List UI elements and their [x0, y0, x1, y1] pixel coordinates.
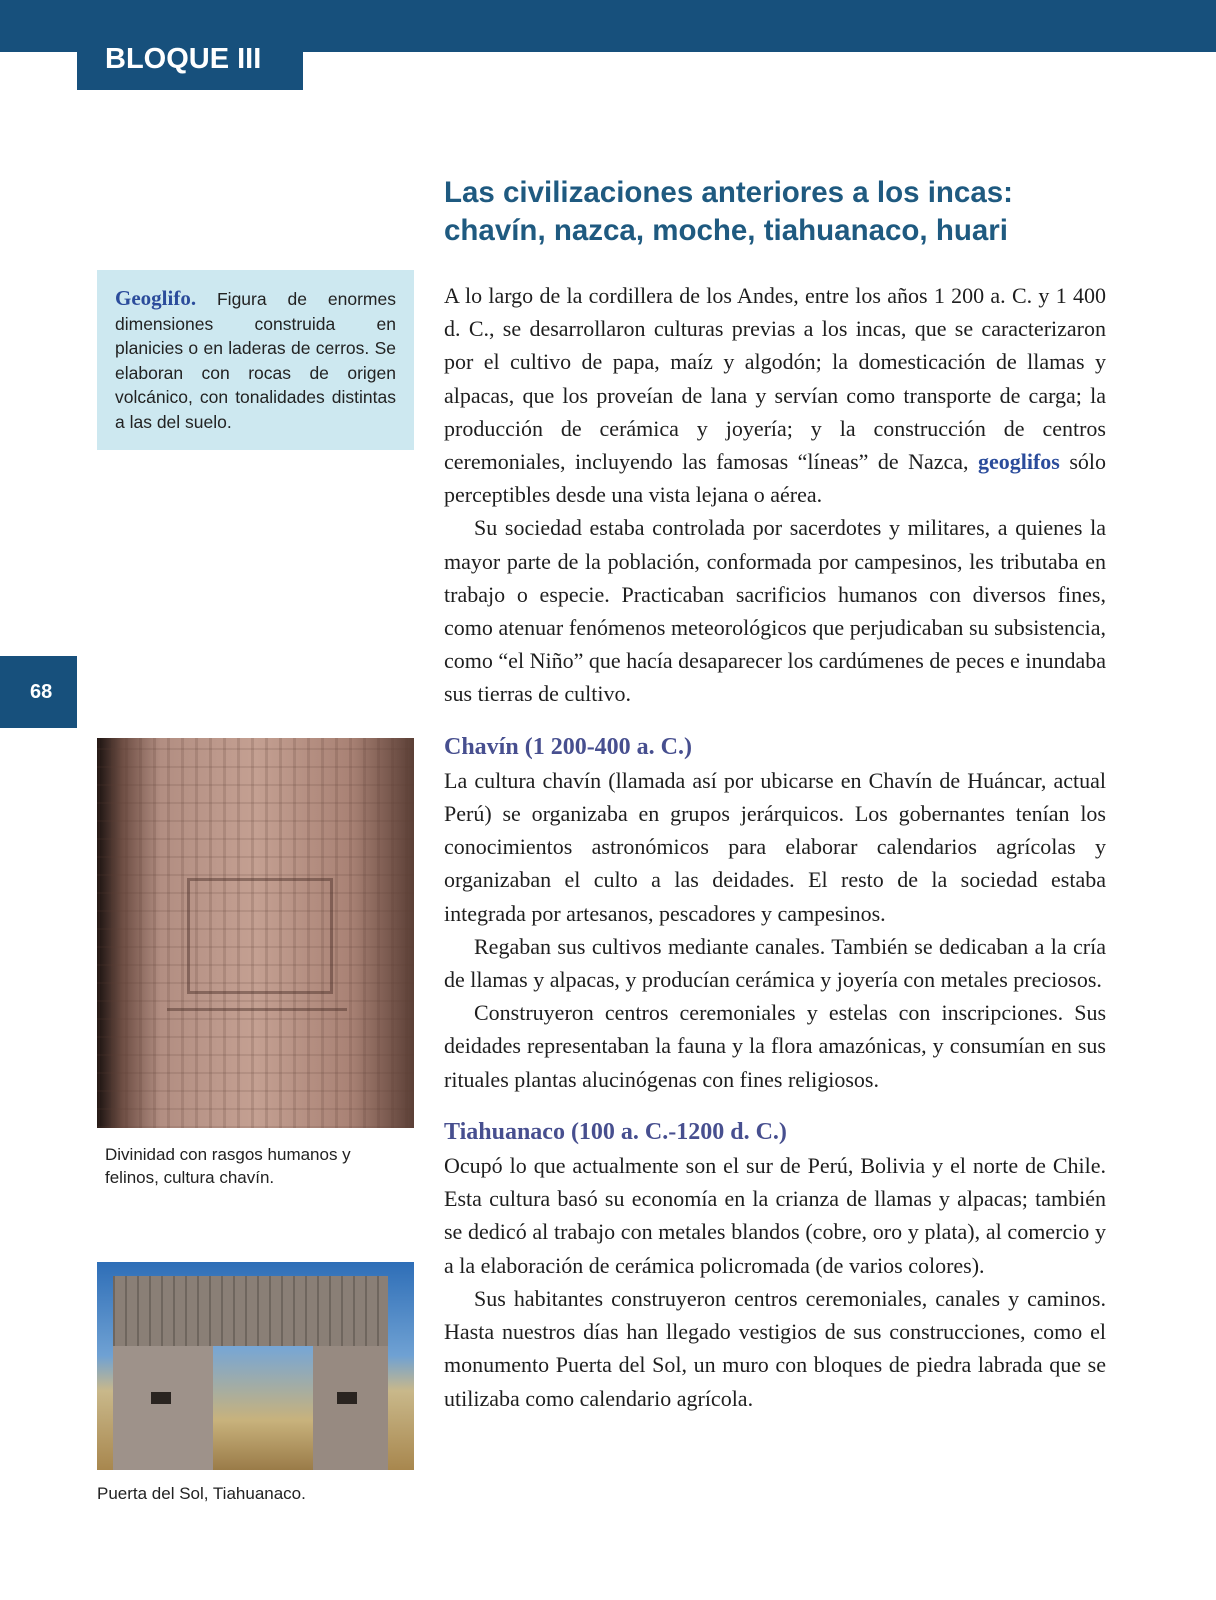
page-title-line-2: chavín, nazca, moche, tiahuanaco, huari — [444, 214, 1008, 247]
chavin-paragraph-3: Construyeron centros ceremoniales y estelas con inscripciones. Sus deidades representaban la fauna y la flora amazónicas, y consumían en sus rituales plantas alucinógenas con fines religiosos. — [444, 1000, 1106, 1092]
chavin-image-caption: Divinidad con rasgos humanos y felinos, cultura chavín. — [105, 1145, 351, 1187]
glossary-box — [97, 270, 414, 450]
main-text — [444, 279, 1106, 1415]
gate-left-pillar — [113, 1346, 213, 1470]
puerta-del-sol-image — [97, 1262, 414, 1470]
chavin-stele-image — [97, 738, 414, 1128]
gate-lintel — [113, 1276, 388, 1346]
page-number: 68 — [0, 656, 77, 728]
glossary-term: Geoglifo. — [115, 286, 197, 310]
intro-paragraph-1 — [444, 279, 1106, 511]
stele-carving-body — [167, 1008, 347, 1111]
intro-text-b: sólo perceptibles desde una vista lejana o aérea. — [444, 449, 1106, 508]
chavin-paragraph-2: Regaban sus cultivos mediante canales. También se dedicaban a la cría de llamas y alpacas, y producían cerámica y joyería con metales preciosos. — [444, 933, 1106, 993]
gate-niche-left — [151, 1392, 171, 1404]
chavin-paragraph-1: La cultura chavín (llamada así por ubicarse en Chavín de Huáncar, actual Perú) se organizaba en grupos jerárquicos. Los gobernantes tenían los conocimientos astronómicos para elaborar calendarios agrícolas y organizaban el culto a las deidades. El resto de la sociedad estaba integrada por artesanos, pescadores y campesinos. — [444, 767, 1106, 926]
stele-carving-face — [187, 878, 333, 994]
glossary-definition: Figura de enormes dimensiones construida en planicies o en laderas de cerros. Se elaboran con rocas de origen volcánico, con tonalidades distintas a las del suelo. — [115, 289, 396, 432]
tiahuanaco-paragraph-2: Sus habitantes construyeron centros ceremoniales, canales y caminos. Hasta nuestros días han llegado vestigios de sus construcciones, como el monumento Puerta del Sol, un muro con bloques de piedra labrada que se utilizaba como calendario agrícola. — [444, 1285, 1106, 1411]
gate-right-pillar — [313, 1346, 388, 1470]
tiahuanaco-heading: Tiahuanaco (100 a. C.-1200 d. C.) — [444, 1118, 787, 1145]
chavin-heading: Chavín (1 200-400 a. C.) — [444, 733, 693, 760]
intro-text-a: A lo largo de la cordillera de los Andes, entre los años 1 200 a. C. y 1 400 d. C., se desarrollaron culturas previas a los incas, que se caracterizaron por el cultivo de papa, maíz y algodón; la domesticación de llamas y alpacas, que los proveían de lana y servían como transporte de carga; la producción de cerámica y joyería; y la construcción de centros ceremoniales, incluyendo las famosas “líneas” de Nazca, — [444, 283, 1106, 475]
glossary-link-geoglifos[interactable]: geoglifos — [977, 449, 1060, 475]
gate-opening — [213, 1346, 313, 1470]
gate-niche-right — [337, 1392, 357, 1404]
page-title — [444, 174, 1164, 250]
gate-image-caption: Puerta del Sol, Tiahuanaco. — [97, 1484, 306, 1503]
intro-paragraph-2: Su sociedad estaba controlada por sacerdotes y militares, a quienes la mayor parte de la población, conformada por campesinos, les tributaba en trabajo o especie. Practicaban sacrificios humanos con diversos fines, como atenuar fenómenos meteorológicos que perjudicaban su subsistencia, como “el Niño” que hacía desaparecer los cardúmenes de peces e inundaba sus tierras de cultivo. — [444, 515, 1106, 707]
block-label: BLOQUE III — [77, 38, 303, 90]
tiahuanaco-paragraph-1: Ocupó lo que actualmente son el sur de Perú, Bolivia y el norte de Chile. Esta cultura basó su economía en la crianza de llamas y alpacas; también se dedicó al trabajo con metales blandos (cobre, oro y plata), al comercio y a la elaboración de cerámica policromada (de varios colores). — [444, 1153, 1106, 1278]
page-title-line-1: Las civilizaciones anteriores a los incas: — [444, 176, 1013, 209]
